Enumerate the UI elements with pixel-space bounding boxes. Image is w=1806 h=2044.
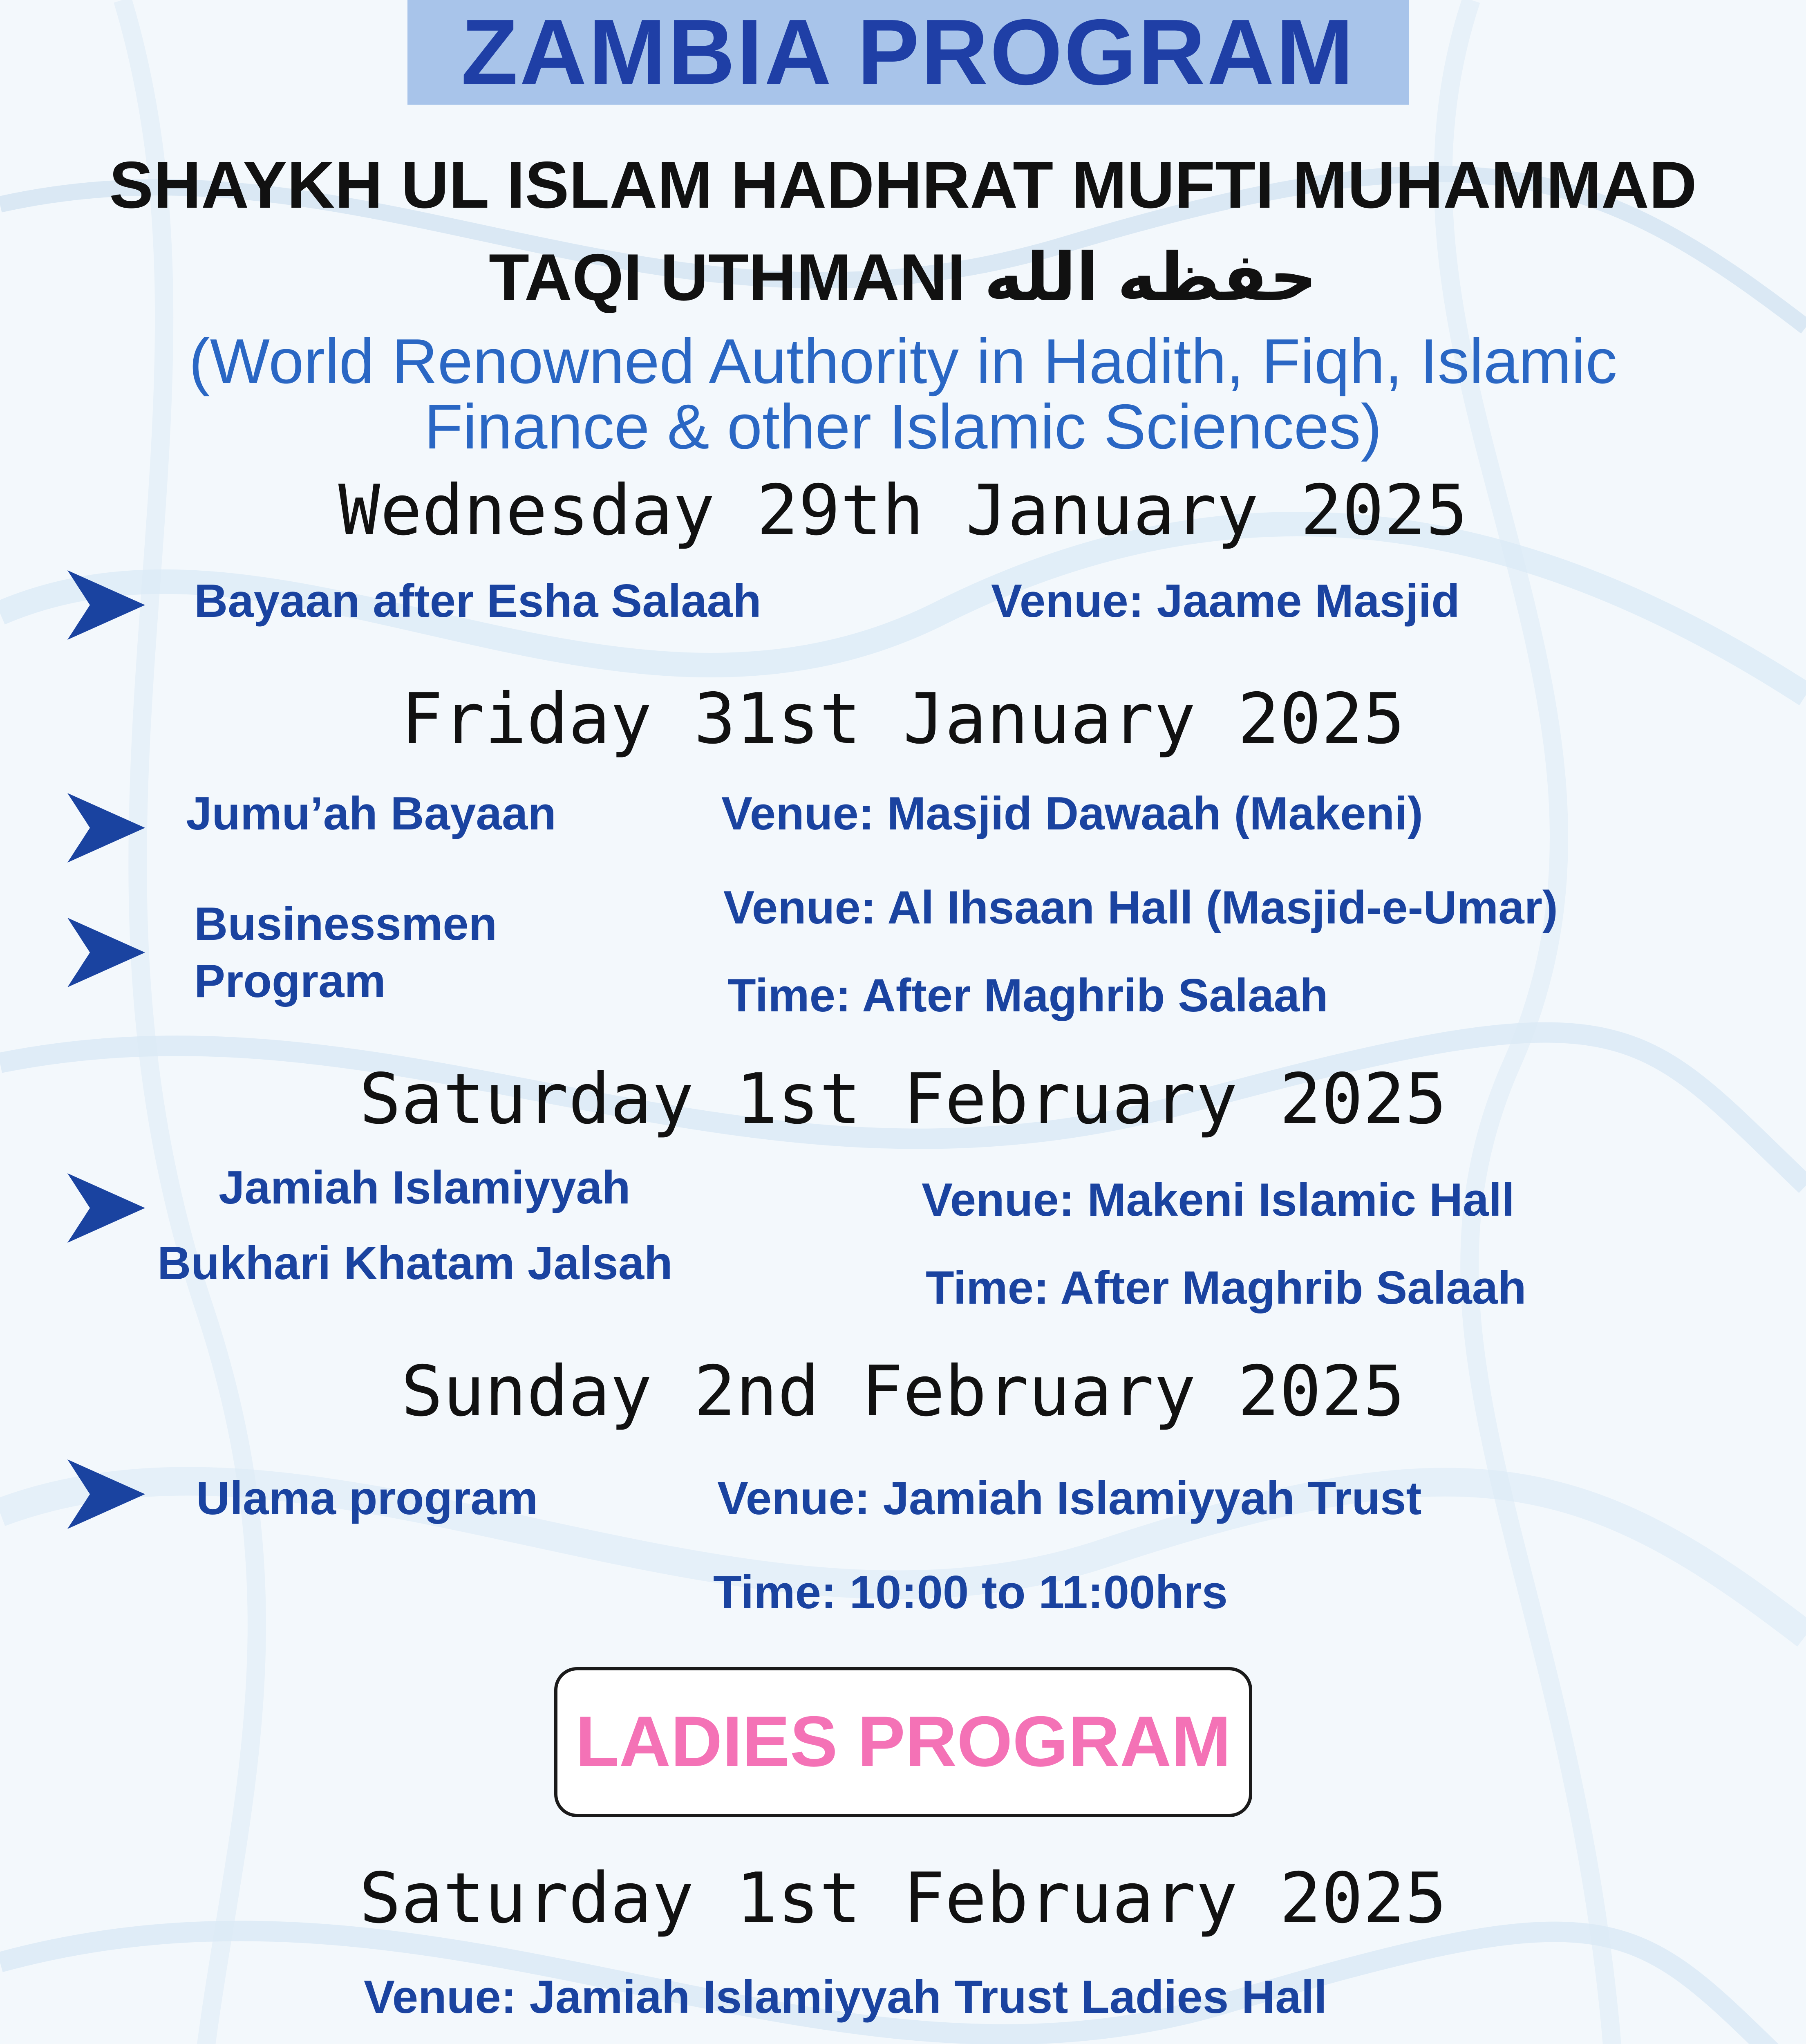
date-heading: Sunday 2nd February 2025 [401, 1351, 1405, 1432]
speaker-description-line2: Finance & other Islamic Sciences) [424, 391, 1382, 462]
event-title-line2: Program [194, 955, 386, 1007]
event-venue: Venue: Masjid Dawaah (Makeni) [721, 788, 1423, 840]
arrow-bullet-icon [67, 1173, 145, 1243]
event-time: Time: 10:00 to 11:00hrs [713, 1567, 1228, 1618]
event-venue: Venue: Jaame Masjid [991, 575, 1460, 627]
event-title-line1: Businessmen [194, 898, 497, 950]
arrow-bullet-icon [67, 1459, 145, 1529]
speaker-name-line2: TAQI UTHMANI حفظه الله [489, 240, 1317, 314]
event-venue: Venue: Jamiah Islamiyyah Trust Ladies Hall [364, 1971, 1327, 2023]
event-title: Ulama program [196, 1472, 538, 1524]
date-heading: Friday 31st January 2025 [401, 679, 1405, 760]
event-time: Time: After Maghrib Salaah [727, 970, 1328, 1022]
date-heading: Wednesday 29th January 2025 [338, 470, 1468, 551]
event-title: Bayaan after Esha Salaah [194, 575, 761, 627]
arrow-bullet-icon [67, 570, 145, 640]
event-title: Jumu’ah Bayaan [186, 788, 556, 840]
event-title-line1: Jamiah Islamiyyah [219, 1162, 631, 1214]
ladies-program-box [554, 1667, 1252, 1817]
ladies-program-heading: LADIES PROGRAM [575, 1702, 1231, 1782]
speaker-name-line1: SHAYKH UL ISLAM HADHRAT MUFTI MUHAMMAD [109, 148, 1697, 222]
speaker-description-line1: (World Renowned Authority in Hadith, Fiqh, Islamic [189, 326, 1617, 397]
page-title: ZAMBIA PROGRAM [461, 0, 1356, 104]
date-heading: Saturday 1st February 2025 [359, 1858, 1447, 1939]
event-venue: Venue: Al Ihsaan Hall (Masjid-e-Umar) [723, 882, 1558, 934]
event-title-line2: Bukhari Khatam Jalsah [157, 1237, 673, 1289]
arrow-bullet-icon [67, 793, 145, 863]
arrow-bullet-icon [67, 918, 145, 987]
title-banner [407, 0, 1409, 105]
date-heading: Saturday 1st February 2025 [359, 1059, 1447, 1140]
event-time: Time: After Maghrib Salaah [926, 1262, 1526, 1314]
event-venue: Venue: Jamiah Islamiyyah Trust [717, 1472, 1422, 1524]
event-venue: Venue: Makeni Islamic Hall [922, 1174, 1515, 1226]
